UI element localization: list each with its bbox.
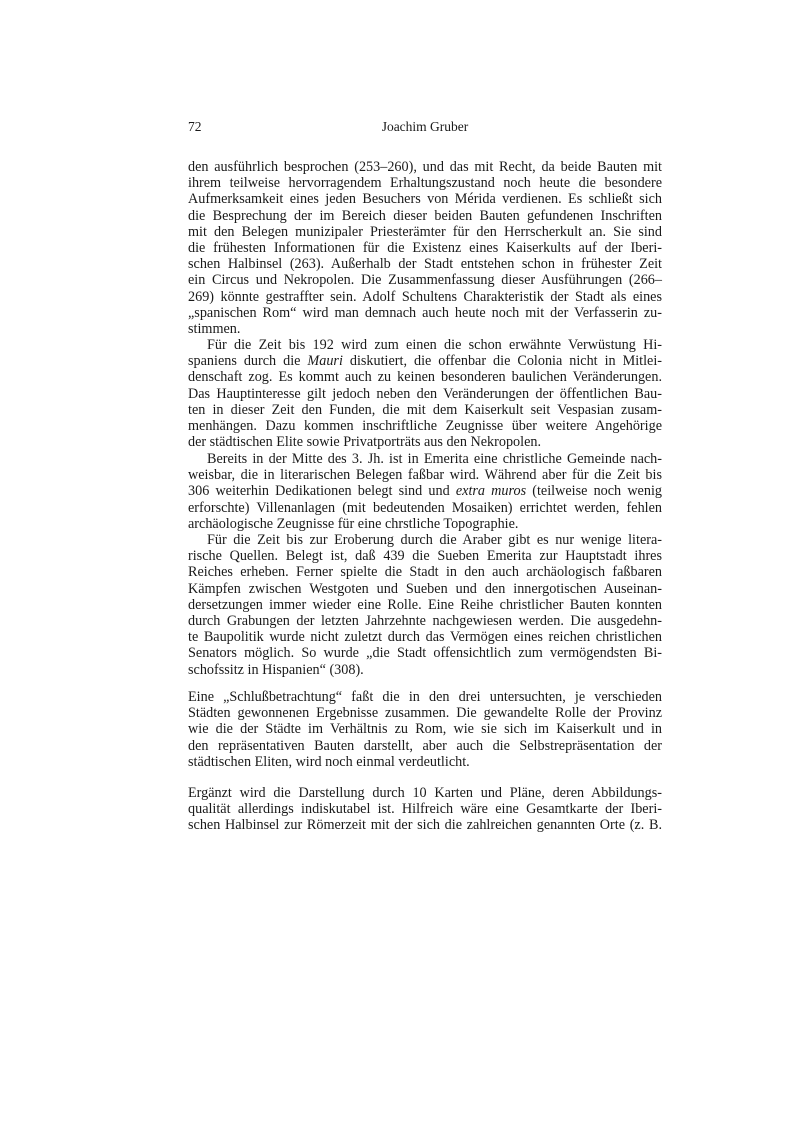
paragraph <box>188 451 662 532</box>
text-line: weisbar, die in literarischen Belegen faßbar wird. Während aber für die Zeit bis <box>188 467 662 484</box>
text-line: städtischen Eliten, wird noch einmal verdeutlicht. <box>188 753 470 770</box>
text-line: Ergänzt wird die Darstellung durch 10 Karten und Pläne, deren Abbildungs- <box>188 785 662 801</box>
text-line: schen Halbinsel (263). Außerhalb der Stadt entstehen schon in frühester Zeit <box>188 256 662 273</box>
text-line: Eine „Schlußbetrachtung“ faßt die in den drei untersuchten, je verschieden <box>188 689 662 705</box>
italic-term: Mauri <box>307 353 343 370</box>
text-line: spaniens durch die Mauri diskutiert, die offenbar die Colonia nicht in Mitlei- <box>188 353 663 370</box>
text-line: Bereits in der Mitte des 3. Jh. ist in Emerita eine christliche Gemeinde nach- <box>207 451 662 467</box>
text-line: Aufmerksamkeit eines jeden Besuchers von Mérida verdienen. Es schließt sich <box>188 191 662 208</box>
paragraph <box>188 532 662 678</box>
text-line: denschaft zog. Es kommt auch zu keinen besonderen baulichen Veränderungen. <box>188 369 662 386</box>
text-line: ein Circus und Nekropolen. Die Zusammenfassung dieser Ausführungen (266– <box>188 272 662 289</box>
text-line: menhängen. Dazu kommen inschriftliche Zeugnisse über weitere Angehörige <box>188 417 662 434</box>
text-line: Für die Zeit bis 192 wird zum einen die schon erwähnte Verwüstung Hi- <box>207 337 662 353</box>
text-line: ten in dieser Zeit den Funden, die mit dem Kaiserkult seit Vespasian zusam- <box>188 401 662 418</box>
text-line: durch Grabungen der letzten Jahrzehnte nachgewiesen werden. Die ausgedehn- <box>188 612 662 629</box>
paragraph <box>188 159 662 337</box>
text-line: qualität allerdings indiskutabel ist. Hilfreich wäre eine Gesamtkarte der Iberi- <box>188 801 662 818</box>
text-line: mit den Belegen munizipaler Priesterämter für den Herrscherkult an. Sie sind <box>188 223 662 240</box>
text-line: erforschte) Villenanlagen (mit bedeutenden Mosaiken) errichtet werden, fehlen <box>188 499 662 516</box>
text-line: te Baupolitik wurde nicht zuletzt durch das Vermögen eines reichen christlichen <box>188 629 662 646</box>
text-line: archäologische Zeugnisse für eine chrstliche Topographie. <box>188 515 519 532</box>
page-number: 72 <box>188 119 202 134</box>
text-line: 269) könnte gestraffter sein. Adolf Schultens Charakteristik der Stadt als eines <box>188 288 662 305</box>
text-line: ihrem teilweise hervorragendem Erhaltungszustand noch heute die besondere <box>188 175 662 192</box>
text-line: den repräsentativen Bauten darstellt, aber auch die Selbstrepräsentation der <box>188 737 662 754</box>
italic-term: extra muros <box>455 483 527 500</box>
text-line: wie die der Städte im Verhältnis zu Rom, wie sie sich im Kaiserkult und in <box>188 721 662 738</box>
text-line: die frühesten Informationen für die Existenz eines Kaiserkults auf der Iberi- <box>188 239 662 256</box>
text-line: „spanischen Rom“ wird man demnach auch heute noch mit der Verfasserin zu- <box>188 304 662 321</box>
paragraph <box>188 785 662 834</box>
text-line: schen Halbinsel zur Römerzeit mit der sich die zahlreichen genannten Orte (z. B. <box>188 817 662 834</box>
text-line: der städtischen Elite sowie Privatporträts aus den Nekropolen. <box>188 434 542 451</box>
text-line: die Besprechung der im Bereich dieser beiden Bauten gefundenen Inschriften <box>188 207 662 224</box>
text-line: dersetzungen immer wieder eine Rolle. Eine Reihe christlicher Bauten konnten <box>188 596 662 613</box>
text-line: stimmen. <box>188 320 241 337</box>
text-line: 306 weiterhin Dedikationen belegt sind und extra muros (teilweise noch wenig <box>188 483 662 500</box>
text-line: Für die Zeit bis zur Eroberung durch die Araber gibt es nur wenige litera- <box>207 532 662 548</box>
text-line: den ausführlich besprochen (253–260), und das mit Recht, da beide Bauten mit <box>188 159 662 175</box>
text-line: Städten gewonnenen Ergebnisse zusammen. Die gewandelte Rolle der Provinz <box>188 705 662 722</box>
running-head: Joachim Gruber <box>381 119 469 134</box>
text-line: Reiches erheben. Ferner spielte die Stadt in den auch archäologisch faßbaren <box>188 564 662 581</box>
paragraph <box>188 689 662 770</box>
text-line: Kämpfen zwischen Westgoten und Sueben und den innergotischen Auseinan- <box>188 580 662 597</box>
text-line: Senators möglich. So wurde „die Stadt offensichtlich zum vermögendsten Bi- <box>188 645 662 662</box>
text-line: rische Quellen. Belegt ist, daß 439 die Sueben Emerita zur Hauptstadt ihres <box>188 548 662 565</box>
text-line: schofssitz in Hispanien“ (308). <box>188 661 364 678</box>
paragraph <box>188 337 662 450</box>
text-line: Das Hauptinteresse gilt jedoch neben den Veränderungen der öffentlichen Bau- <box>188 385 662 402</box>
